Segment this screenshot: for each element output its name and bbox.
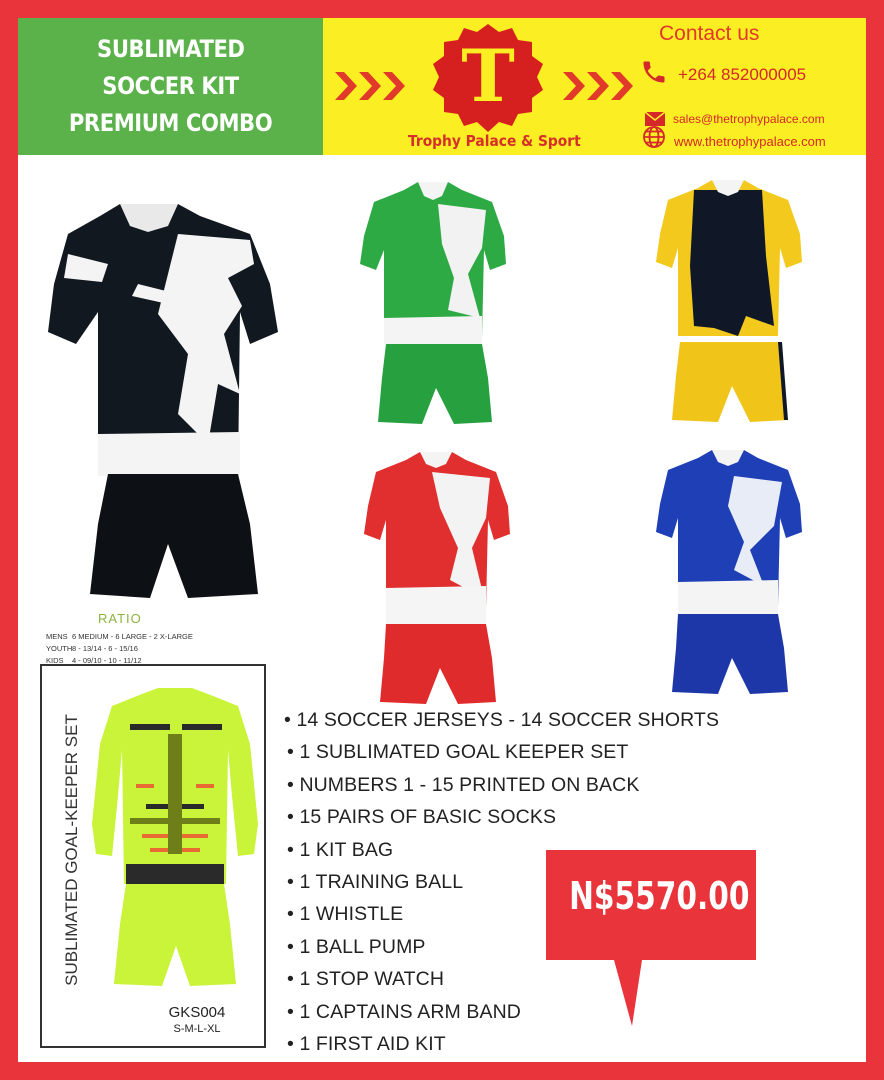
goalkeeper-sizes: S-M-L-XL xyxy=(173,1023,221,1035)
list-item: • 1 SUBLIMATED GOAL KEEPER SET xyxy=(287,741,629,764)
title-block xyxy=(18,18,323,155)
list-item: • 1 TRAINING BALL xyxy=(287,870,464,893)
list-item: • 1 WHISTLE xyxy=(287,903,404,926)
mail-icon xyxy=(645,112,665,126)
flyer-sheet xyxy=(18,18,866,1062)
list-item: • 1 BALL PUMP xyxy=(287,935,426,958)
chevron-arrows-icon xyxy=(335,68,407,104)
ratio-value: 8 - 13/14 - 6 - 15/16 xyxy=(72,644,138,653)
blue-kit-image xyxy=(654,446,804,716)
phone-icon xyxy=(640,58,668,86)
website-url: www.thetrophypalace.com xyxy=(674,134,826,149)
price-value: N$5570.00 xyxy=(569,874,750,918)
logo-contact-block xyxy=(323,18,866,155)
email-address: sales@thetrophypalace.com xyxy=(673,112,825,126)
list-item: • 1 KIT BAG xyxy=(287,838,394,861)
contact-email[interactable] xyxy=(645,112,825,126)
ratio-label: KIDS xyxy=(46,656,64,665)
ratio-label: MENS xyxy=(46,632,68,641)
green-kit-image xyxy=(358,178,508,448)
black-kit-image xyxy=(28,194,278,614)
title-line-1: SUBLIMATED xyxy=(96,35,245,63)
list-item: • 14 SOCCER JERSEYS - 14 SOCCER SHORTS xyxy=(284,709,720,731)
goalkeeper-set-box xyxy=(40,664,266,1048)
title-line-2: SOCCER KIT xyxy=(102,72,239,100)
goalkeeper-set-label: SUBLIMATED GOAL-KEEPER SET xyxy=(62,714,81,986)
contact-phone[interactable] xyxy=(640,58,806,86)
list-item: • 1 CAPTAINS ARM BAND xyxy=(287,1000,521,1023)
red-kit-image xyxy=(362,448,512,718)
goalkeeper-kit-image xyxy=(86,684,264,1004)
ratio-value: 4 - 09/10 - 10 - 11/12 xyxy=(72,656,142,665)
contact-title: Contact us xyxy=(659,22,760,45)
yellow-kit-image xyxy=(654,176,804,446)
ratio-value: 6 MEDIUM - 6 LARGE - 2 X-LARGE xyxy=(72,632,193,641)
brand-name: Trophy Palace & Sport xyxy=(408,132,581,150)
goalkeeper-code: GKS004 xyxy=(168,1004,226,1021)
logo-letter: T xyxy=(461,33,515,118)
list-item: • 15 PAIRS OF BASIC SOCKS xyxy=(287,806,557,829)
list-item: • 1 FIRST AID KIT xyxy=(287,1032,446,1055)
globe-icon xyxy=(642,125,666,149)
phone-number: +264 852000005 xyxy=(678,65,807,84)
ratio-row-mens xyxy=(46,632,193,641)
contact-website[interactable] xyxy=(642,125,826,149)
ratio-row-youth xyxy=(46,644,138,653)
chevron-arrows-icon xyxy=(563,68,635,104)
list-item: • 1 STOP WATCH xyxy=(287,968,445,991)
title-line-3: PREMIUM COMBO xyxy=(68,109,273,137)
list-item: • NUMBERS 1 - 15 PRINTED ON BACK xyxy=(287,773,640,796)
ratio-title: RATIO xyxy=(98,611,142,626)
ratio-label: YOUTH xyxy=(46,644,73,653)
